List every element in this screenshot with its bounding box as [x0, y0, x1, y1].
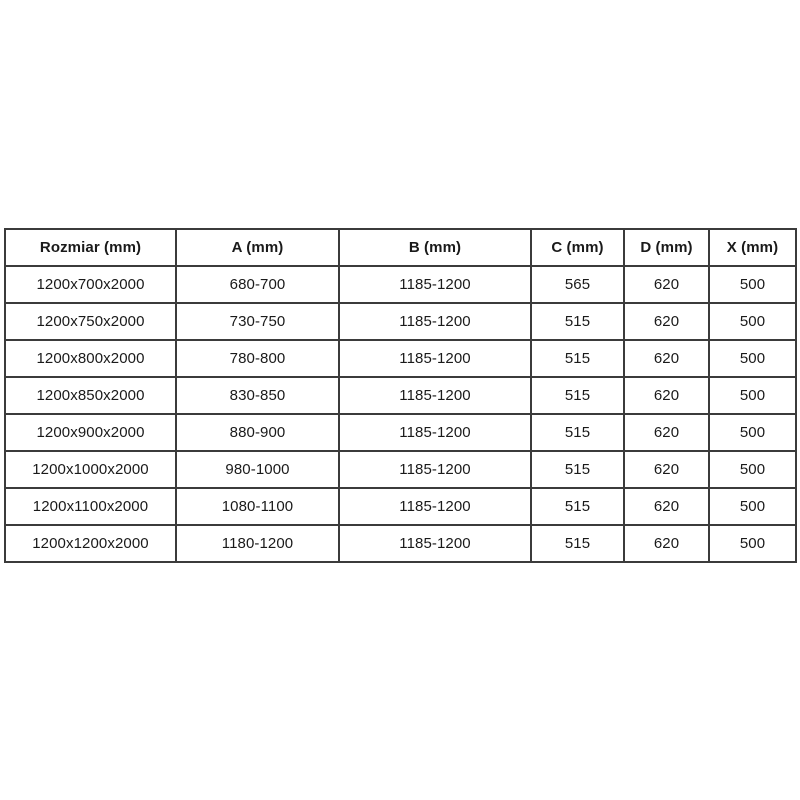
- column-header-x: X (mm): [709, 229, 796, 266]
- cell-a: 830-850: [176, 377, 339, 414]
- cell-a: 730-750: [176, 303, 339, 340]
- cell-rozmiar: 1200x850x2000: [5, 377, 176, 414]
- cell-d: 620: [624, 377, 709, 414]
- cell-d: 620: [624, 451, 709, 488]
- cell-c: 515: [531, 488, 624, 525]
- cell-b: 1185-1200: [339, 525, 531, 562]
- table-row: [5, 303, 796, 340]
- cell-x: 500: [709, 414, 796, 451]
- dimensions-table-container: [4, 228, 797, 563]
- cell-c: 565: [531, 266, 624, 303]
- cell-c: 515: [531, 377, 624, 414]
- cell-rozmiar: 1200x750x2000: [5, 303, 176, 340]
- table-row: [5, 414, 796, 451]
- cell-c: 515: [531, 451, 624, 488]
- table-row: [5, 377, 796, 414]
- table-header-row: [5, 229, 796, 266]
- cell-c: 515: [531, 414, 624, 451]
- cell-x: 500: [709, 303, 796, 340]
- cell-b: 1185-1200: [339, 414, 531, 451]
- cell-b: 1185-1200: [339, 303, 531, 340]
- cell-a: 980-1000: [176, 451, 339, 488]
- cell-rozmiar: 1200x1200x2000: [5, 525, 176, 562]
- cell-a: 1080-1100: [176, 488, 339, 525]
- table-row: [5, 340, 796, 377]
- table-row: [5, 451, 796, 488]
- cell-a: 680-700: [176, 266, 339, 303]
- cell-d: 620: [624, 303, 709, 340]
- table-row: [5, 488, 796, 525]
- cell-rozmiar: 1200x1100x2000: [5, 488, 176, 525]
- column-header-rozmiar: Rozmiar (mm): [5, 229, 176, 266]
- dimensions-table: [4, 228, 797, 563]
- cell-b: 1185-1200: [339, 488, 531, 525]
- column-header-b: B (mm): [339, 229, 531, 266]
- cell-c: 515: [531, 340, 624, 377]
- cell-d: 620: [624, 488, 709, 525]
- cell-b: 1185-1200: [339, 377, 531, 414]
- cell-b: 1185-1200: [339, 266, 531, 303]
- table-row: [5, 525, 796, 562]
- cell-c: 515: [531, 525, 624, 562]
- cell-x: 500: [709, 525, 796, 562]
- cell-rozmiar: 1200x800x2000: [5, 340, 176, 377]
- cell-b: 1185-1200: [339, 451, 531, 488]
- cell-x: 500: [709, 488, 796, 525]
- cell-c: 515: [531, 303, 624, 340]
- cell-d: 620: [624, 525, 709, 562]
- cell-a: 880-900: [176, 414, 339, 451]
- cell-rozmiar: 1200x700x2000: [5, 266, 176, 303]
- cell-x: 500: [709, 266, 796, 303]
- cell-d: 620: [624, 266, 709, 303]
- cell-rozmiar: 1200x1000x2000: [5, 451, 176, 488]
- cell-d: 620: [624, 414, 709, 451]
- cell-b: 1185-1200: [339, 340, 531, 377]
- table-row: [5, 266, 796, 303]
- cell-a: 1180-1200: [176, 525, 339, 562]
- column-header-c: C (mm): [531, 229, 624, 266]
- column-header-d: D (mm): [624, 229, 709, 266]
- cell-d: 620: [624, 340, 709, 377]
- cell-x: 500: [709, 451, 796, 488]
- cell-x: 500: [709, 340, 796, 377]
- cell-rozmiar: 1200x900x2000: [5, 414, 176, 451]
- cell-x: 500: [709, 377, 796, 414]
- cell-a: 780-800: [176, 340, 339, 377]
- column-header-a: A (mm): [176, 229, 339, 266]
